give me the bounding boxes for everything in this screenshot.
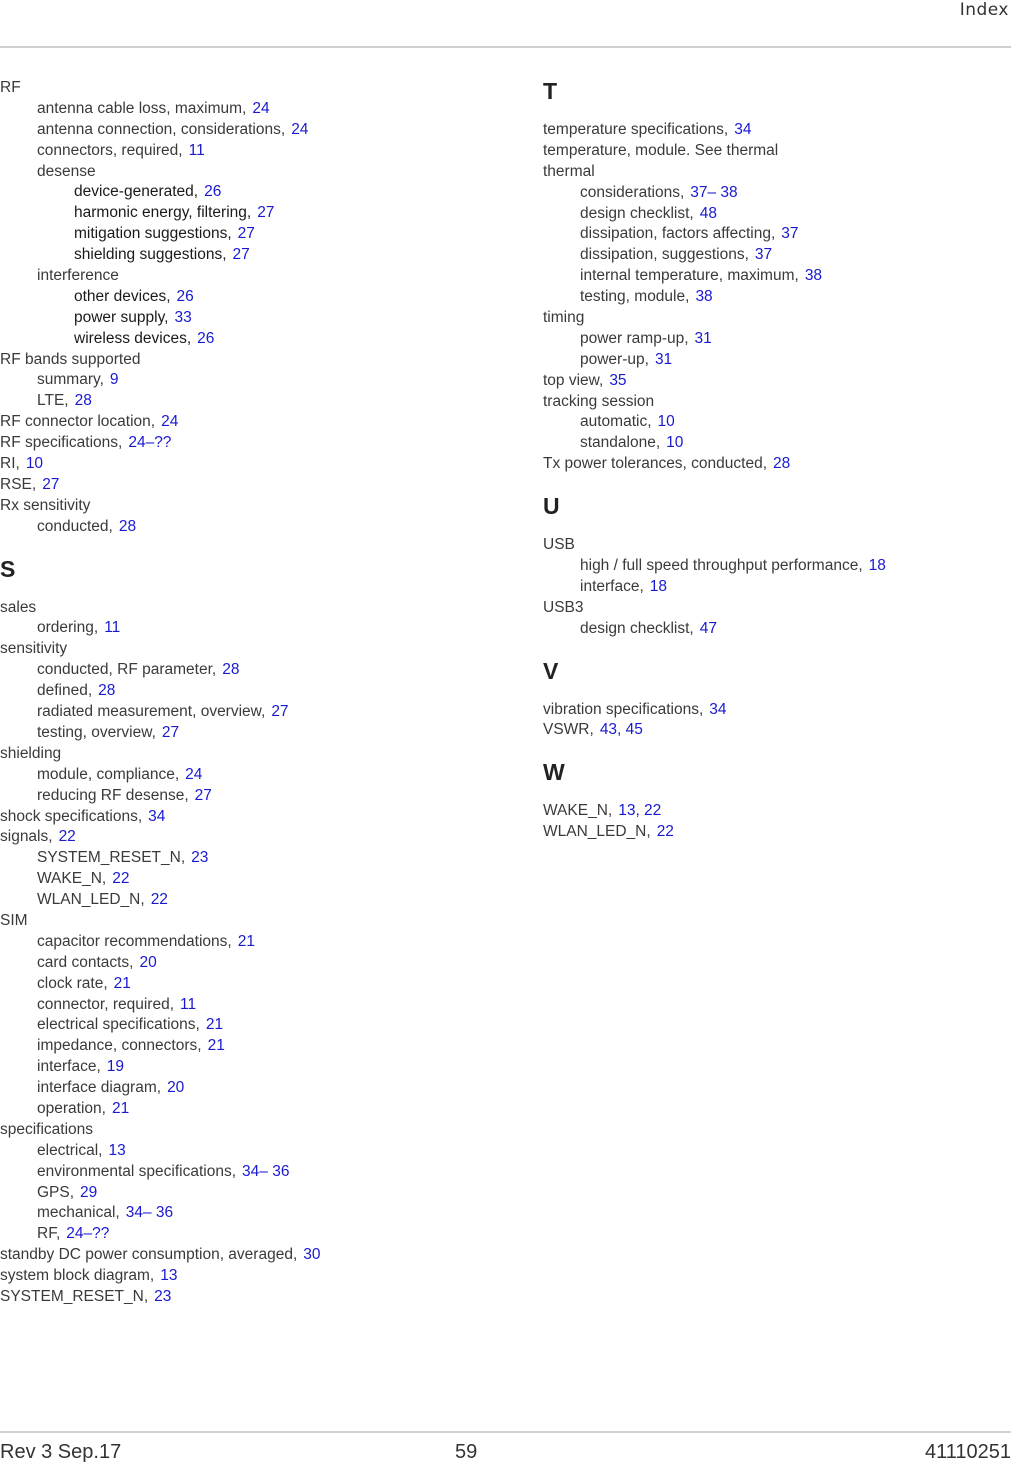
index-page-link[interactable]: 13 (160, 1267, 178, 1285)
index-entry (0, 433, 500, 454)
index-page-link[interactable]: 27 (161, 723, 180, 741)
index-entry-term: harmonic energy, filtering, (74, 204, 252, 222)
index-entry (0, 224, 500, 245)
index-page-link[interactable]: 28 (98, 682, 116, 700)
index-entry (543, 433, 1011, 454)
index-page-link[interactable]: 27 (194, 786, 212, 804)
index-entry (0, 1015, 500, 1036)
index-page-link[interactable]: 27 (42, 475, 60, 493)
index-entry-term: automatic, (580, 413, 652, 431)
index-entry (543, 329, 1011, 350)
index-page-link[interactable]: 24 (161, 413, 179, 431)
index-page-link[interactable]: 10 (25, 455, 44, 473)
index-page-link[interactable]: 29 (80, 1183, 98, 1201)
index-entry-term: connector, required, (37, 995, 175, 1013)
index-entry (543, 287, 1011, 308)
index-entry-term: WLAN_LED_N, (543, 823, 651, 841)
index-entry-term: sales (0, 598, 37, 616)
index-entry (0, 1078, 500, 1099)
index-entry (0, 618, 500, 639)
index-entry (0, 141, 500, 162)
index-entry (543, 822, 1011, 843)
index-entry (0, 370, 500, 391)
index-entry-term: system block diagram, (0, 1267, 155, 1285)
footer-page-number: 59 (455, 1441, 478, 1463)
index-entry-term: conducted, (37, 517, 113, 535)
index-entry-term: temperature, module. See thermal (543, 141, 779, 159)
index-entry (0, 1245, 500, 1266)
index-entry (543, 350, 1011, 371)
index-page-link[interactable]: 48 (699, 204, 717, 222)
index-entry (0, 681, 500, 702)
index-page-link[interactable]: 21 (113, 974, 131, 992)
index-entry-term: ordering, (37, 619, 99, 637)
index-entry-term: module, compliance, (37, 765, 180, 783)
index-page-link[interactable]: 10 (657, 413, 675, 431)
index-entry (543, 204, 1011, 225)
index-page-link[interactable]: 24–?? (66, 1225, 110, 1243)
index-entry-term: power-up, (580, 350, 649, 368)
index-entry-term: testing, overview, (37, 723, 156, 741)
index-entry-term: SYSTEM_RESET_N, (0, 1287, 149, 1305)
index-entry (0, 1162, 500, 1183)
index-entry (0, 974, 500, 995)
index-entry-term: radiated measurement, overview, (37, 703, 266, 721)
index-entry-term: RF (0, 79, 21, 96)
footer-divider (0, 1431, 1011, 1433)
index-entry-term: specifications (0, 1120, 94, 1138)
index-entry (0, 350, 500, 371)
index-entry (0, 1057, 500, 1078)
index-entry (543, 162, 1011, 183)
index-entry (0, 1036, 500, 1057)
index-entry (0, 329, 500, 350)
index-entry (0, 932, 500, 953)
index-entry (0, 120, 500, 141)
index-entry (543, 371, 1011, 392)
index-page-link[interactable]: 23 (154, 1287, 172, 1305)
index-entry-term: dissipation, factors affecting, (580, 225, 776, 243)
index-entry-term: desense (37, 162, 96, 180)
index-entry-term: wireless devices, (74, 329, 192, 347)
index-section-letter: S (0, 555, 16, 582)
index-entry-term: WAKE_N, (37, 870, 107, 888)
index-entry-term: shielding (0, 744, 62, 762)
index-page-link[interactable]: 28 (222, 661, 240, 679)
index-entry-term: impedance, connectors, (37, 1037, 202, 1055)
index-entry-term: LTE, (37, 392, 69, 410)
index-entry-term: summary, (37, 371, 104, 389)
index-entry-term: power ramp-up, (580, 329, 689, 347)
index-entry (0, 598, 500, 619)
index-entry (0, 1266, 500, 1287)
index-entry-term: RF bands supported (0, 350, 141, 368)
index-entry (0, 496, 500, 517)
index-section-letter: T (543, 78, 558, 104)
index-entry (0, 660, 500, 681)
index-entry (543, 619, 1011, 640)
index-page-link[interactable]: 22 (656, 823, 674, 841)
index-entry (0, 454, 500, 475)
index-entry (0, 1141, 500, 1162)
index-page-link[interactable]: 11 (188, 141, 205, 159)
page-header-title: Index (959, 0, 1009, 20)
index-entry (0, 287, 500, 308)
index-entry-term: interface, (37, 1058, 101, 1076)
index-page-link[interactable]: 34 (734, 121, 752, 138)
index-page-link[interactable]: 34– 36 (242, 1162, 290, 1180)
index-entry-term: interface diagram, (37, 1079, 162, 1097)
index-page-link[interactable]: 26 (204, 183, 222, 201)
index-entry-term: high / full speed throughput performance, (580, 557, 863, 575)
index-page-link[interactable]: 37– 38 (690, 183, 738, 201)
index-entry (543, 120, 1011, 141)
index-entry (0, 995, 500, 1016)
index-entry (0, 848, 500, 869)
index-entry (0, 78, 500, 99)
index-entry-term: timing (543, 309, 585, 327)
index-entry-term: thermal (543, 162, 595, 180)
footer-doc-number: 41110251 (924, 1441, 1011, 1463)
index-page-link[interactable]: 13 (108, 1141, 126, 1159)
index-entry-term: temperature specifications, (543, 121, 729, 138)
index-entry-term: vibration specifications, (543, 700, 704, 718)
index-page-link[interactable]: 38 (804, 267, 823, 285)
index-entry (0, 412, 500, 433)
index-entry (0, 475, 500, 496)
index-entry (543, 266, 1011, 287)
header-divider (0, 46, 1011, 48)
index-entry (0, 99, 500, 120)
index-entry (0, 203, 500, 224)
index-entry (543, 454, 1011, 475)
index-section-letter: W (543, 759, 565, 786)
index-entry (0, 953, 500, 974)
index-entry (543, 700, 1011, 721)
index-entry-term: Tx power tolerances, conducted, (543, 455, 768, 473)
index-entry-term: dissipation, suggestions, (580, 246, 749, 264)
index-entry (0, 245, 500, 266)
index-entry (543, 535, 1011, 556)
index-entry (0, 723, 500, 744)
index-page-link[interactable]: 24 (185, 765, 203, 783)
index-page-link[interactable]: 20 (139, 953, 157, 971)
index-entry (543, 392, 1011, 413)
index-entry-term: standby DC power consumption, averaged, (0, 1246, 298, 1264)
index-entry (0, 1287, 500, 1308)
index-entry-term: shielding suggestions, (74, 246, 227, 264)
index-entry-term: design checklist, (580, 204, 694, 222)
index-entry (0, 308, 500, 329)
index-entry (0, 807, 500, 828)
index-entry (0, 391, 500, 412)
index-entry-term: conducted, RF parameter, (37, 661, 217, 679)
index-page-link[interactable]: 26 (176, 287, 194, 305)
index-entry (0, 765, 500, 786)
index-page-link[interactable]: 43, 45 (599, 721, 643, 739)
index-page-link[interactable]: 28 (74, 392, 92, 410)
index-entry (0, 827, 500, 848)
index-entry-term: standalone, (580, 434, 661, 452)
index-entry-term: antenna cable loss, maximum, (37, 99, 247, 117)
index-entry (543, 183, 1011, 204)
index-entry-term: Rx sensitivity (0, 496, 91, 514)
index-page-link[interactable]: 21 (207, 1037, 225, 1055)
index-entry (543, 141, 1011, 162)
index-entry-term: USB (543, 536, 575, 554)
index-entry-term: electrical, (37, 1141, 103, 1159)
index-page-link[interactable]: 30 (303, 1246, 321, 1264)
index-entry (543, 308, 1011, 329)
index-entry (0, 786, 500, 807)
index-page-link[interactable]: 20 (167, 1079, 185, 1097)
index-page-link[interactable]: 27 (257, 204, 275, 222)
index-entry (543, 598, 1011, 619)
index-entry-term: capacitor recommendations, (37, 932, 232, 950)
index-entry (543, 556, 1011, 577)
index-page-link[interactable]: 18 (649, 577, 668, 595)
index-entry-term: RI, (0, 455, 20, 473)
index-column-left (0, 78, 500, 1308)
index-entry (0, 266, 500, 287)
index-page-link[interactable]: 27 (237, 225, 255, 243)
index-entry (0, 1203, 500, 1224)
index-entry-term: mitigation suggestions, (74, 225, 232, 243)
index-section-letter: V (543, 657, 559, 684)
index-entry-term: connectors, required, (37, 141, 183, 159)
index-page-link[interactable]: 34 (148, 807, 166, 825)
index-entry (543, 577, 1011, 598)
index-page-link[interactable]: 10 (666, 434, 684, 452)
index-entry (0, 1183, 500, 1204)
index-entry-term: RF, (37, 1225, 61, 1243)
index-entry-term: top view, (543, 371, 604, 389)
index-entry-term: shock specifications, (0, 807, 143, 825)
index-entry (0, 890, 500, 911)
index-entry-term: antenna connection, considerations, (37, 120, 286, 138)
index-entry-term: testing, module, (580, 288, 690, 306)
index-entry-term: operation, (37, 1099, 106, 1117)
index-page-link[interactable]: 9 (109, 371, 119, 389)
index-page-link[interactable]: 11 (104, 619, 121, 637)
index-column-right (543, 76, 1011, 843)
index-entry-term: defined, (37, 682, 93, 700)
index-entry-term: electrical specifications, (37, 1016, 200, 1034)
index-entry-term: device-generated, (74, 183, 199, 201)
index-entry-term: tracking session (543, 392, 655, 410)
index-entry (543, 224, 1011, 245)
index-page-link[interactable]: 21 (205, 1016, 224, 1034)
index-page-link[interactable]: 23 (191, 849, 209, 867)
index-entry (0, 517, 500, 538)
index-page-link[interactable]: 24 (252, 99, 270, 117)
index-entry (0, 911, 500, 932)
index-page-link[interactable]: 34 (709, 700, 727, 718)
index-entry-term: VSWR, (543, 721, 594, 739)
index-entry-term: WAKE_N, (543, 802, 613, 820)
index-entry (543, 245, 1011, 266)
index-page-link[interactable]: 13, 22 (618, 802, 662, 820)
index-entry-term: reducing RF desense, (37, 786, 189, 804)
index-entry-term: WLAN_LED_N, (37, 891, 145, 909)
index-entry (0, 869, 500, 890)
index-entry-term: signals, (0, 828, 53, 846)
index-entry (543, 720, 1011, 741)
index-entry-term: considerations, (580, 183, 685, 201)
index-entry-term: card contacts, (37, 953, 134, 971)
index-entry-term: mechanical, (37, 1204, 120, 1222)
index-entry (0, 702, 500, 723)
index-entry-term: interface, (580, 577, 644, 595)
index-entry-term: RSE, (0, 475, 37, 493)
index-page-link[interactable]: 27 (271, 703, 289, 721)
index-page-link[interactable]: 21 (111, 1099, 130, 1117)
index-section-letter: U (543, 493, 560, 520)
index-entry-term: internal temperature, maximum, (580, 267, 799, 285)
index-page-link[interactable]: 11 (180, 995, 197, 1013)
index-page-link[interactable]: 26 (197, 329, 215, 347)
index-entry-term: GPS, (37, 1183, 75, 1201)
index-entry (0, 1120, 500, 1141)
index-page-link[interactable]: 31 (694, 329, 712, 347)
index-page-link[interactable]: 31 (654, 350, 673, 368)
index-entry-term: USB3 (543, 598, 584, 616)
index-page-link[interactable]: 28 (118, 517, 137, 535)
index-entry (0, 1099, 500, 1120)
index-page-link[interactable]: 33 (174, 308, 192, 326)
index-page-link[interactable]: 27 (232, 246, 250, 264)
index-page-link[interactable]: 38 (695, 288, 713, 306)
index-entry-term: other devices, (74, 287, 171, 305)
index-entry-term: SIM (0, 911, 28, 929)
index-entry-term: RF specifications, (0, 434, 123, 452)
index-entry (543, 412, 1011, 433)
index-entry-term: design checklist, (580, 619, 694, 637)
index-entry-term: environmental specifications, (37, 1162, 237, 1180)
index-page-link[interactable]: 35 (609, 371, 627, 389)
index-entry (543, 801, 1011, 822)
index-page-link[interactable]: 24 (291, 120, 309, 138)
index-entry-term: RF connector location, (0, 413, 156, 431)
index-page-link[interactable]: 24–?? (128, 434, 172, 452)
index-entry-term: interference (37, 267, 119, 285)
index-page-link[interactable]: 34– 36 (125, 1204, 174, 1222)
footer-revision: Rev 3 Sep.17 (0, 1441, 122, 1463)
index-page-link[interactable]: 19 (106, 1058, 125, 1076)
index-page-link[interactable]: 28 (773, 455, 791, 473)
index-entry-term: sensitivity (0, 640, 68, 658)
index-page-link[interactable]: 18 (868, 557, 886, 575)
index-page-link[interactable]: 22 (58, 828, 76, 846)
index-entry-term: clock rate, (37, 974, 108, 992)
index-entry (0, 182, 500, 203)
index-page-link[interactable]: 37 (781, 225, 799, 243)
index-entry-term: SYSTEM_RESET_N, (37, 849, 186, 867)
index-entry (0, 639, 500, 660)
index-page-link[interactable]: 22 (150, 891, 168, 909)
index-page-link[interactable]: 21 (237, 932, 255, 950)
index-entry (0, 744, 500, 765)
index-entry (0, 162, 500, 183)
index-page-link[interactable]: 37 (754, 246, 773, 264)
index-entry (0, 1224, 500, 1245)
index-page-link[interactable]: 22 (112, 870, 130, 888)
index-page-link[interactable]: 47 (699, 619, 717, 637)
index-entry-term: power supply, (74, 308, 169, 326)
